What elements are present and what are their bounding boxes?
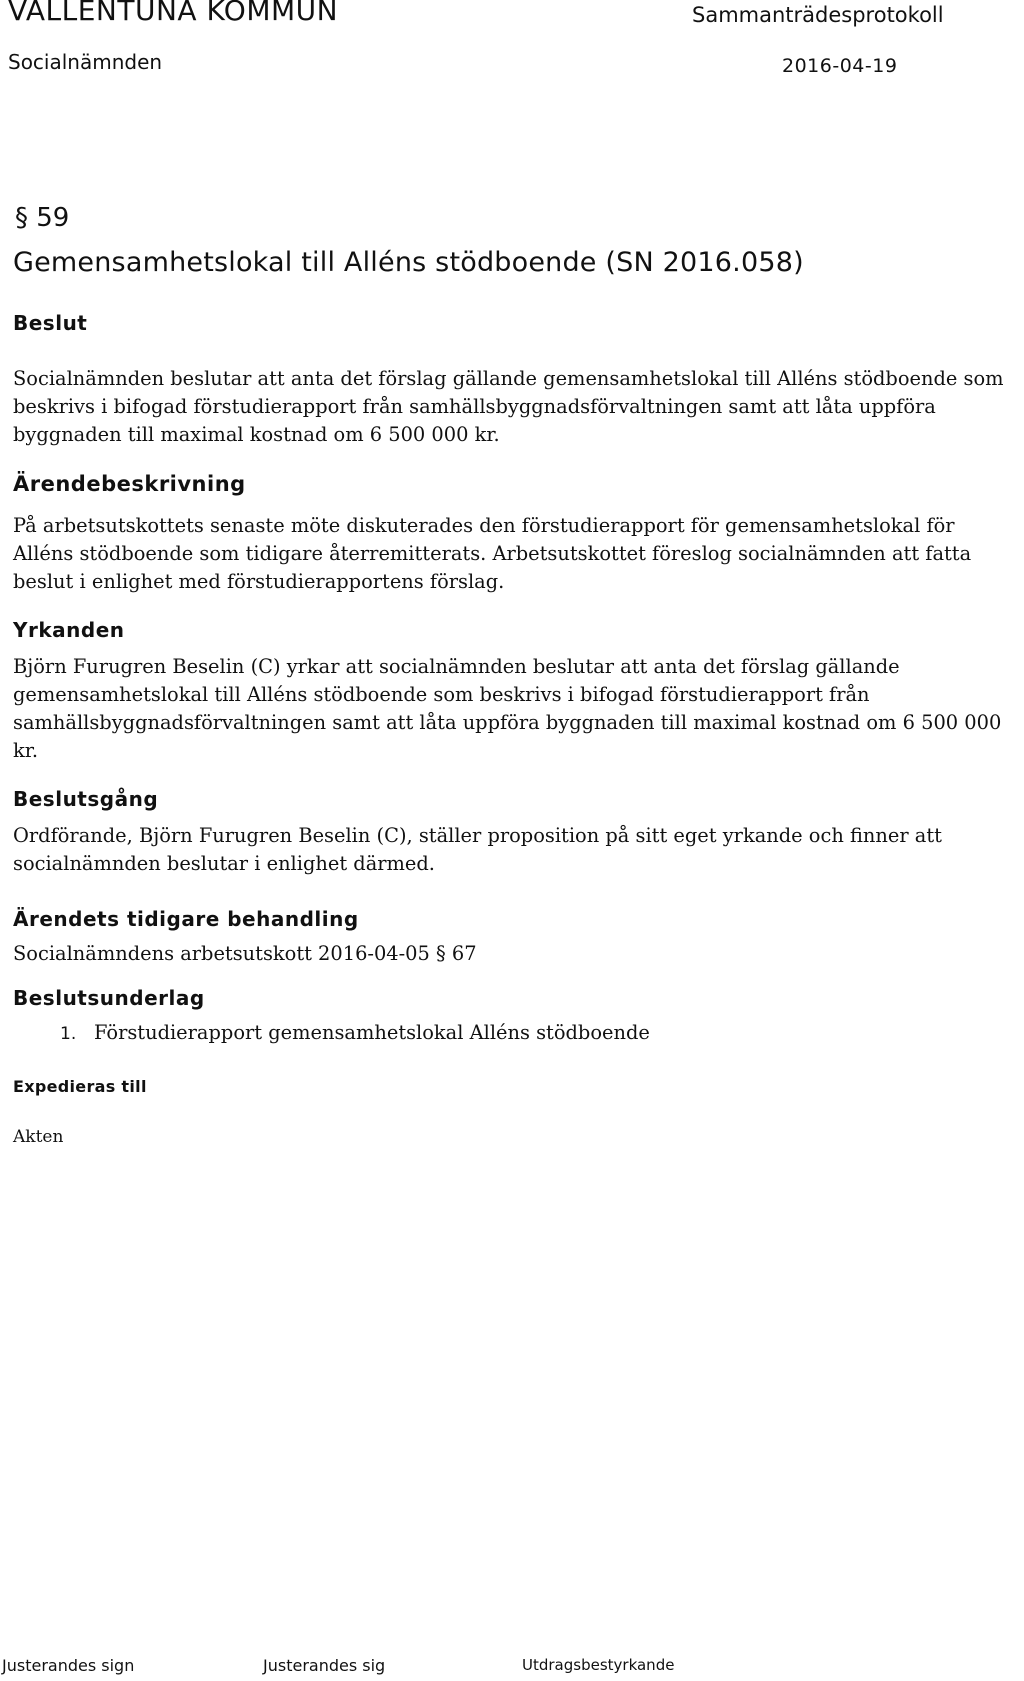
paragraph-tidigare-behandling: Socialnämndens arbetsutskott 2016-04-05 § 67 — [13, 942, 477, 965]
expedieras-recipient: Akten — [13, 1127, 64, 1147]
section-title: Gemensamhetslokal till Alléns stödboende (SN 2016.058) — [13, 247, 804, 278]
list-item-number: 1. — [60, 1024, 77, 1044]
paragraph-yrkanden: Björn Furugren Beselin (C) yrkar att socialnämnden beslutar att anta det förslag gällande gemensamhetslokal till Alléns stödboende som beskrivs i bifogad förstudierapport från samhällsbyggnadsförvaltningen samt att låta uppföra byggnaden till maximal kostnad om 6 500 000 kr. — [13, 655, 1002, 762]
paragraph-beslut: Socialnämnden beslutar att anta det förslag gällande gemensamhetslokal till Alléns stödboende som beskrivs i bifogad förstudierapport från samhällsbyggnadsförvaltningen samt att låta uppföra byggnaden till maximal kostnad om 6 500 000 kr. — [13, 367, 1004, 446]
heading-beslut: Beslut — [13, 311, 88, 335]
paragraph-arendebeskrivning: På arbetsutskottets senaste möte diskuterades den förstudierapport för gemensamhetslokal för Alléns stödboende som tidigare återremitterats. Arbetsutskottet föreslog socialnämnden att fatta beslut i enlighet med förstudierapportens förslag. — [13, 514, 972, 593]
heading-arendebeskrivning: Ärendebeskrivning — [13, 472, 246, 496]
list-item-text: Förstudierapport gemensamhetslokal Alléns stödboende — [94, 1021, 650, 1044]
paragraph-beslutsgang: Ordförande, Björn Furugren Beselin (C), ställer proposition på sitt eget yrkande och finner att socialnämnden beslutar i enlighet därmed. — [13, 824, 942, 875]
beslutsunderlag-list — [60, 1019, 650, 1048]
heading-tidigare-behandling: Ärendets tidigare behandling — [13, 907, 359, 931]
section-number: § 59 — [15, 203, 70, 233]
signature-label-2: Justerandes sig — [263, 1656, 386, 1675]
organization-name: VALLENTUNA KOMMUN — [8, 0, 339, 27]
heading-yrkanden: Yrkanden — [13, 618, 125, 642]
signature-label-1: Justerandes sign — [2, 1656, 135, 1675]
list-item — [60, 1019, 650, 1048]
heading-beslutsunderlag: Beslutsunderlag — [13, 986, 205, 1010]
document-date: 2016-04-19 — [782, 55, 898, 77]
heading-beslutsgang: Beslutsgång — [13, 787, 159, 811]
heading-expedieras: Expedieras till — [13, 1077, 147, 1096]
document-type: Sammanträdesprotokoll — [692, 3, 944, 27]
committee-name: Socialnämnden — [8, 50, 163, 74]
signature-label-3: Utdragsbestyrkande — [522, 1656, 675, 1674]
